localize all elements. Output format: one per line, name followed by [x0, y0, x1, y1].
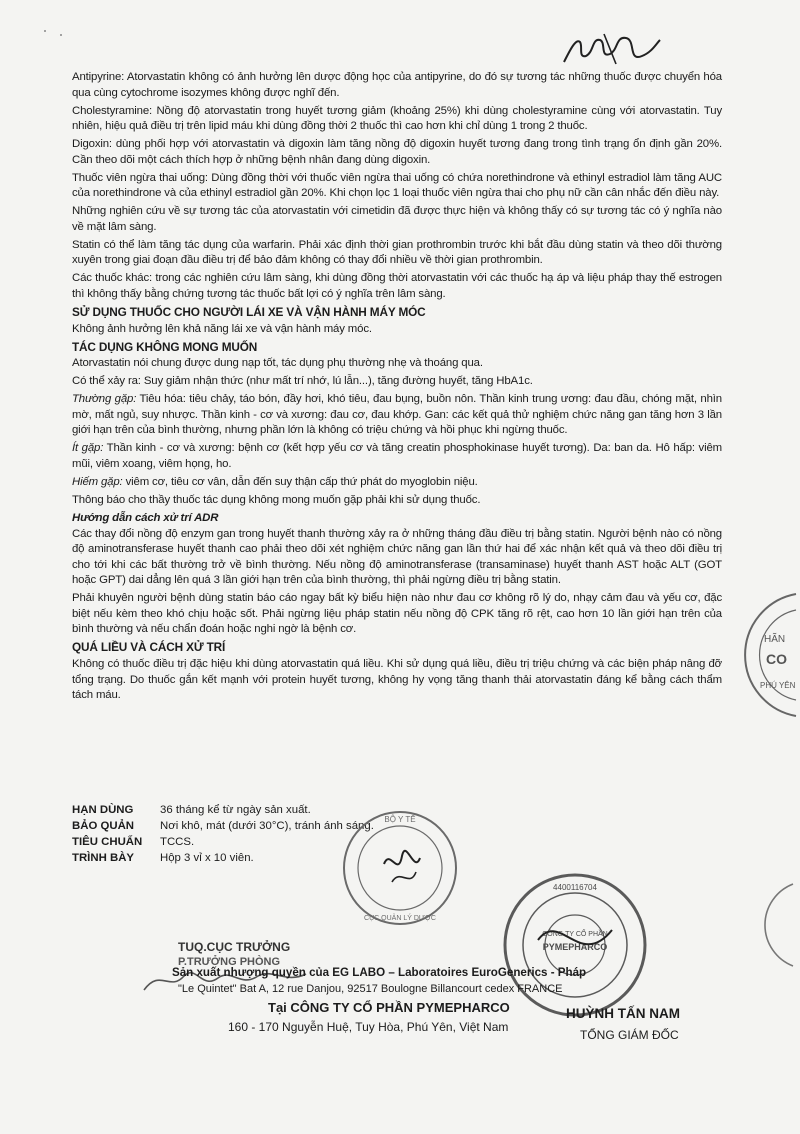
info-key: HẠN DÙNG: [72, 804, 134, 816]
approver-title: TUQ.CỤC TRƯỞNG: [178, 940, 291, 954]
company-stamp-code: 4400116704: [553, 883, 597, 892]
product-info-table: [72, 802, 374, 866]
manufacturer-address: "Le Quintet" Bat A, 12 rue Danjou, 92517 Boulogne Billancourt cedex FRANCE: [178, 983, 563, 995]
document-body: [72, 70, 722, 706]
subsection-heading: Hướng dẫn cách xử trí ADR: [72, 511, 219, 524]
ministry-stamp-bottom: CỤC QUẢN LÝ DƯỢC: [364, 915, 436, 922]
frequency-label: Hiếm gặp:: [72, 475, 123, 488]
frequency-label: Ít gặp:: [72, 442, 104, 455]
paragraph-text: Tiêu hóa: tiêu chảy, táo bón, đầy hơi, khó tiêu, đau bụng, buồn nôn. Thần kinh trung ương: đau đầu, chóng mặt, nhìn mờ, mất ngủ, suy nhược. Thần kinh - cơ và xương: đau cơ, đau khớp. Gan: các kết quả thử nghiệm chức năng gan tăng hơn 3 lần giới hạn trên của bình thường, nhưng phần lớn là không có triệu chứng và hồi phục khi ngừng thuốc.: [72, 393, 722, 437]
side-stamp-lower: [735, 880, 795, 970]
paragraph: Những nghiên cứu về sự tương tác của atorvastatin với cimetidin đã được thực hiện và không thấy có sự tương tác có ý nghĩa nào về mặt lâm sàng.: [72, 205, 722, 233]
svg-text:PHÚ YÊN: PHÚ YÊN: [760, 681, 796, 690]
section-heading: QUÁ LIỀU VÀ CÁCH XỬ TRÍ: [72, 640, 226, 655]
paragraph: Không có thuốc điều trị đặc hiệu khi dùng atorvastatin quá liều. Khi sử dụng quá liều, điều trị triệu chứng và các biện pháp nâng đỡ tổng trạng. Do thuốc gắn kết mạnh với protein huyết tương, không hy vọng tăng thanh thải atorvastatin đáng kể bằng cách thẩm tách máu.: [72, 658, 722, 702]
frequency-label: Thường gặp:: [72, 393, 137, 406]
ministry-stamp: [340, 808, 460, 928]
info-value: Hộp 3 vỉ x 10 viên.: [160, 852, 254, 864]
info-value: TCCS.: [160, 836, 195, 848]
approver-subtitle: P.TRƯỞNG PHÒNG: [178, 956, 281, 968]
paragraph: Cholestyramine: Nồng độ atorvastatin trong huyết tương giảm (khoảng 25%) khi dùng cholestyramine cùng với atorvastatin. Tuy nhiên, hiệu quả điều trị trên lipid máu khi dùng đồng thời 2 thuốc thì cao hơn khi chỉ dùng 1 trong 2 thuốc.: [72, 104, 722, 133]
info-value: 36 tháng kể từ ngày sản xuất.: [160, 804, 311, 816]
paragraph: [72, 475, 722, 491]
paragraph: Thuốc viên ngừa thai uống: Dùng đồng thời với thuốc viên ngừa thai uống có chứa norethindrone và ethinyl estradiol làm tăng AUC của norethindrone và của ethinyl estradiol gần 20%. Khi chọn lọc 1 loại thuốc viên ngừa thai cho phụ nữ cần cân nhắc đến điều này.: [72, 171, 722, 200]
info-key: BẢO QUẢN: [72, 820, 135, 832]
paragraph: Các thuốc khác: trong các nghiên cứu lâm sàng, khi dùng đồng thời atorvastatin với các thuốc hạ áp và liệu pháp thay thế estrogen thì không thấy bằng chứng tương tác thuốc bất lợi có ý nghĩa trên lâm sàng.: [72, 272, 722, 301]
scan-speck: [60, 34, 62, 36]
info-key: TIÊU CHUẨN: [72, 836, 143, 848]
paragraph: Có thể xảy ra: Suy giảm nhận thức (như mất trí nhớ, lú lẫn...), tăng đường huyết, tăng HbA1c.: [72, 375, 533, 388]
initials-signature: [556, 28, 666, 72]
manufacturer-line: Sản xuất nhượng quyền của EG LABO – Laboratoires EuroGenerics - Pháp: [172, 966, 587, 979]
section-heading: SỬ DỤNG THUỐC CHO NGƯỜI LÁI XE VÀ VẬN HÀNH MÁY MÓC: [72, 305, 426, 320]
company-stamp: [500, 870, 650, 1020]
director-title: TỔNG GIÁM ĐỐC: [580, 1028, 679, 1042]
svg-text:CO: CO: [766, 651, 787, 667]
info-key: TRÌNH BÀY: [72, 852, 135, 864]
paragraph: Statin có thể làm tăng tác dụng của warfarin. Phải xác định thời gian prothrombin trước khi bắt đầu dùng statin và theo dõi thường xuyên trong giai đoạn đầu điều trị để bảo đảm không có thay đổi nhiều về thời gian prothrombin.: [72, 238, 722, 267]
paragraph: Các thay đổi nồng độ enzym gan trong huyết thanh thường xảy ra ở những tháng đầu điều trị bằng statin. Người bệnh nào có nồng độ aminotransferase huyết thanh cao phải theo dõi xét nghiệm chức năng gan lần thứ hai để xác nhận kết quả và theo dõi điều trị cho tới khi các bất thường trở về bình thường. Nếu nồng độ aminotransferase (transaminase) huyết thanh AST hoặc ALT (GOT hoặc GPT) dai dẳng lên quá 3 lần giới hạn trên của bình thường, thì phải ngừng điều trị bằng statin.: [72, 527, 722, 587]
company-line: Tại CÔNG TY CỔ PHẦN PYMEPHARCO: [268, 1000, 510, 1015]
svg-text:PYMEPHARCO: PYMEPHARCO: [542, 942, 608, 952]
company-stamp-ring: CÔNG TY CỔ PHẦN: [542, 931, 608, 938]
paragraph: Phải khuyên người bệnh dùng statin báo cáo ngay bất kỳ biểu hiện nào như đau cơ không rõ lý do, nhạy cảm đau và yếu cơ, đặc biệt nếu kèm theo khó chịu hoặc sốt. Phải ngừng liệu pháp statin nếu nồng độ CPK tăng rõ rệt, cao hơn 10 lần giới hạn trên của bình thường và nếu chẩn đoán hoặc nghi ngờ là bệnh cơ.: [72, 592, 722, 636]
info-row: [72, 818, 374, 834]
paragraph: Thông báo cho thầy thuốc tác dụng không mong muốn gặp phải khi sử dụng thuốc.: [72, 493, 481, 506]
section-heading: TÁC DỤNG KHÔNG MONG MUỐN: [72, 339, 258, 354]
side-stamp: [730, 590, 798, 720]
scan-speck: [44, 30, 46, 32]
info-row: [72, 834, 374, 850]
paragraph: [72, 441, 722, 472]
paragraph: Atorvastatin nói chung được dung nạp tốt, tác dụng phụ thường nhẹ và thoáng qua.: [72, 357, 483, 370]
paragraph: Không ảnh hưởng lên khả năng lái xe và vận hành máy móc.: [72, 322, 372, 335]
info-value: Nơi khô, mát (dưới 30°C), tránh ánh sáng.: [160, 820, 374, 832]
ministry-stamp-top: BỘ Y TẾ: [384, 815, 416, 824]
paragraph: Antipyrine: Atorvastatin không có ảnh hưởng lên dược động học của antipyrine, do đó sự tương tác những thuốc được chuyển hóa qua cùng cytochrome isozymes không được nghĩ đến.: [72, 71, 722, 99]
svg-text:HÃN: HÃN: [764, 634, 786, 645]
info-row: [72, 802, 374, 818]
director-name: HUỲNH TẤN NAM: [566, 1006, 680, 1021]
info-row: [72, 850, 374, 866]
paragraph: Digoxin: dùng phối hợp với atorvastatin và digoxin làm tăng nồng độ digoxin huyết tương đang trong tình trạng ổn định gần 20%. Cần theo dõi một cách thích hợp ở những bệnh nhân đang dùng digoxin.: [72, 138, 722, 166]
paragraph-text: viêm cơ, tiêu cơ vân, dẫn đến suy thận cấp thứ phát do myoglobin niệu.: [122, 475, 478, 488]
company-address: 160 - 170 Nguyễn Huệ, Tuy Hòa, Phú Yên, Việt Nam: [228, 1020, 509, 1034]
paragraph: [72, 392, 722, 439]
paragraph-text: Thần kinh - cơ và xương: bệnh cơ (kết hợp yếu cơ và tăng creatin phosphokinase huyết tương). Da: ban da. Hô hấp: viêm mũi, viêm xoang, viêm họng, ho.: [72, 442, 723, 470]
